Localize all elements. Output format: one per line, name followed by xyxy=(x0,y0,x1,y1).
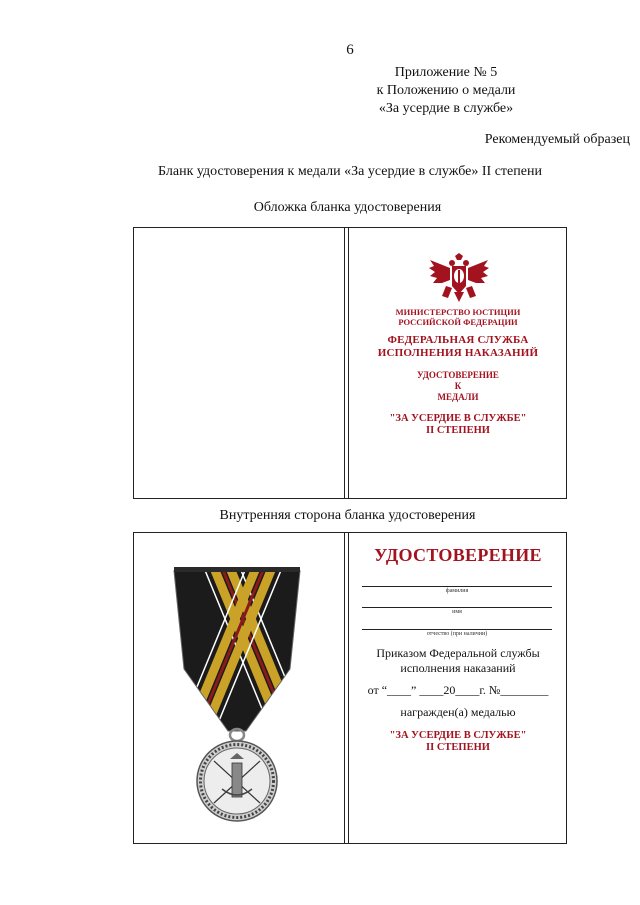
emblem-eagle-icon xyxy=(428,252,490,308)
cover-certificate-line: УДОСТОВЕРЕНИЕ xyxy=(417,370,499,380)
cover-medal-line: II СТЕПЕНИ xyxy=(426,425,490,436)
surname-line[interactable] xyxy=(362,586,552,587)
spine-line xyxy=(348,533,349,843)
inner-medal-line: II СТЕПЕНИ xyxy=(426,742,490,753)
surname-caption: фамилия xyxy=(445,588,469,594)
order-text xyxy=(358,646,558,676)
cover-ministry-line: РОССИЙСКОЙ ФЕДЕРАЦИИ xyxy=(398,317,518,327)
cover-certificate-line: МЕДАЛИ xyxy=(437,392,479,402)
appendix-block xyxy=(326,64,566,118)
cover-medal-line: "ЗА УСЕРДИЕ В СЛУЖБЕ" xyxy=(389,413,527,424)
order-line: исполнения наказаний xyxy=(400,661,516,675)
recommended-sample-label: Рекомендуемый образец xyxy=(484,132,630,147)
appendix-line-1: Приложение № 5 xyxy=(394,65,498,80)
patronymic-caption: отчество (при наличии) xyxy=(426,631,488,637)
spine-line xyxy=(344,228,345,498)
cover-panel xyxy=(133,227,567,499)
certificate-heading: УДОСТОВЕРЕНИЕ xyxy=(374,545,542,565)
cover-certificate xyxy=(358,370,558,403)
order-line: Приказом Федеральной службы xyxy=(376,646,540,660)
inner-title: Внутренняя сторона бланка удостоверения xyxy=(219,508,476,523)
cover-title: Обложка бланка удостоверения xyxy=(253,200,442,215)
medal-image xyxy=(162,563,312,823)
awarded-text: награжден(а) медалью xyxy=(400,705,516,719)
cover-certificate-line: К xyxy=(454,381,462,391)
cover-ministry-line: МИНИСТЕРСТВО ЮСТИЦИИ xyxy=(395,307,521,317)
inner-medal-line: "ЗА УСЕРДИЕ В СЛУЖБЕ" xyxy=(389,730,527,741)
order-date-line: от “____” ____20____г. №________ xyxy=(367,683,549,697)
cover-ministry xyxy=(358,307,558,327)
page-number: 6 xyxy=(346,42,354,58)
inner-panel xyxy=(133,532,567,844)
spine-line xyxy=(348,228,349,498)
patronymic-line[interactable] xyxy=(362,629,552,630)
cover-service-line: ИСПОЛНЕНИЯ НАКАЗАНИЙ xyxy=(377,347,539,359)
cover-service-line: ФЕДЕРАЛЬНАЯ СЛУЖБА xyxy=(387,334,529,346)
appendix-line-2: к Положению о медали xyxy=(376,83,516,98)
name-caption: имя xyxy=(452,609,462,615)
form-title: Бланк удостоверения к медали «За усердие в службе» II степени xyxy=(158,164,542,179)
appendix-line-3: «За усердие в службе» xyxy=(378,101,514,116)
cover-medal-name xyxy=(358,413,558,437)
cover-service xyxy=(358,334,558,360)
name-line[interactable] xyxy=(362,607,552,608)
inner-medal-name xyxy=(358,730,558,754)
spine-line xyxy=(344,533,345,843)
